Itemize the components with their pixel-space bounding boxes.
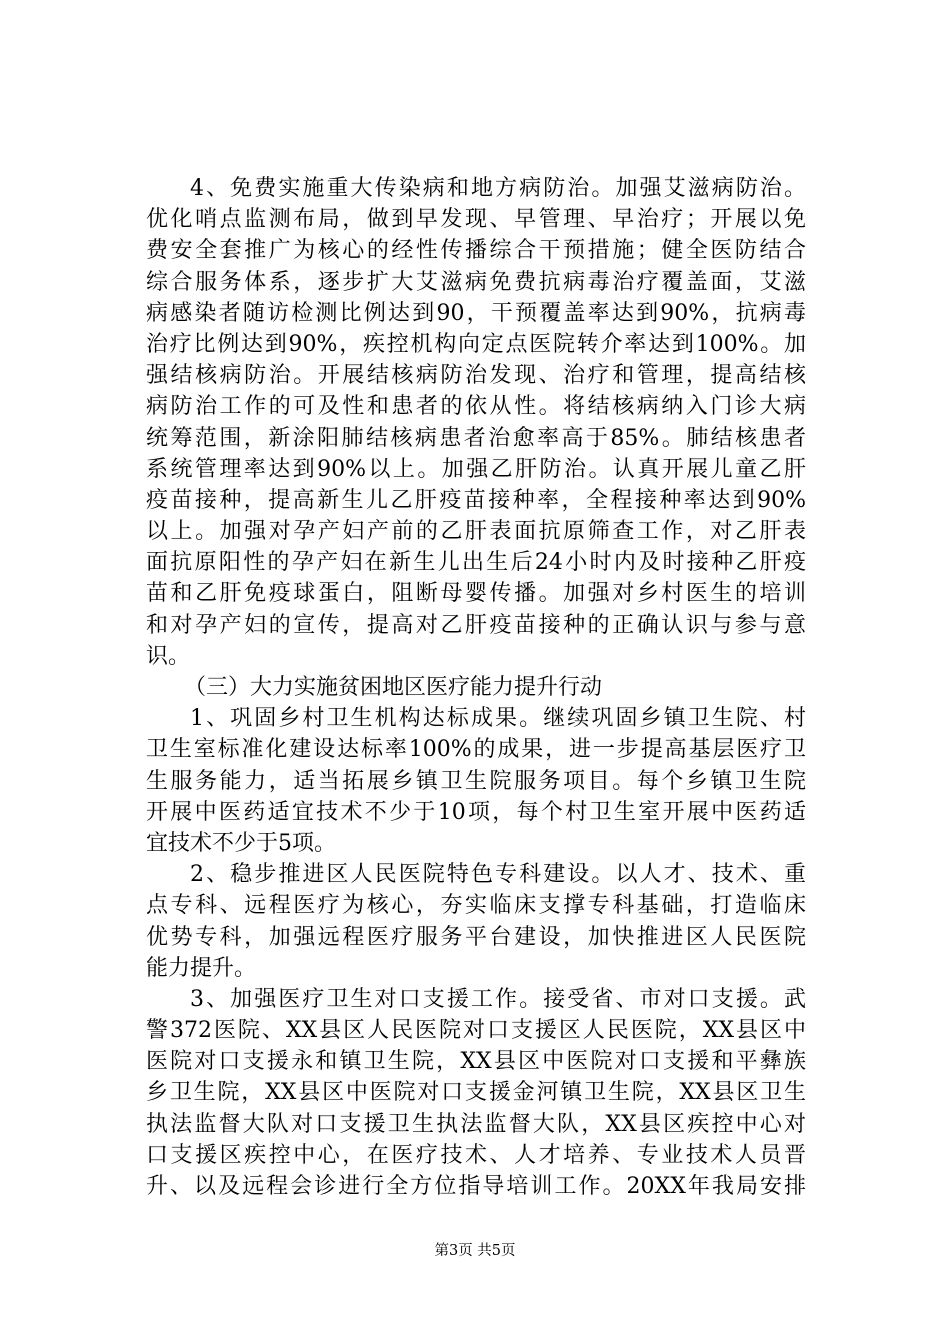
text-line: 卫生室标准化建设达标率100%的成果，进一步提高基层医疗卫 [146, 737, 806, 763]
text-line: 开展中医药适宜技术不少于10项，每个村卫生室开展中医药适 [146, 799, 806, 825]
text-line: 综合服务体系，逐步扩大艾滋病免费抗病毒治疗覆盖面，艾滋 [146, 269, 806, 295]
text-line: 识。 [146, 643, 191, 669]
paragraph [146, 984, 806, 1202]
paragraph [146, 703, 806, 859]
text-line: 费安全套推广为核心的经性传播综合干预措施；健全医防结合 [146, 238, 806, 264]
text-line: 医院对口支援永和镇卫生院，XX县区中医院对口支援和平彝族 [146, 1049, 806, 1075]
text-line: 和对孕产妇的宣传，提高对乙肝疫苗接种的正确认识与参与意 [146, 612, 806, 638]
body-text [146, 173, 806, 1202]
text-line: 病感染者随访检测比例达到90，干预覆盖率达到90%，抗病毒 [146, 300, 806, 326]
paragraph [146, 173, 806, 672]
text-line: 能力提升。 [146, 955, 257, 981]
text-line: 面抗原阳性的孕产妇在新生儿出生后24小时内及时接种乙肝疫 [146, 550, 806, 576]
text-line: 统筹范围，新涂阳肺结核病患者治愈率高于85%。肺结核患者 [146, 425, 806, 451]
paragraph [146, 859, 806, 984]
section-heading [146, 672, 806, 703]
text-line: 乡卫生院，XX县区中医院对口支援金河镇卫生院，XX县区卫生 [146, 1080, 806, 1106]
page-footer: 第3页 共5页 [434, 1243, 516, 1259]
text-line: 4、免费实施重大传染病和地方病防治。加强艾滋病防治。 [190, 176, 806, 201]
text-line: 口支援区疾控中心，在医疗技术、人才培养、专业技术人员晋 [146, 1142, 806, 1168]
text-line: 执法监督大队对口支援卫生执法监督大队，XX县区疾控中心对 [146, 1111, 806, 1137]
text-line: 升、以及远程会诊进行全方位指导培训工作。20XX年我局安排 [146, 1174, 806, 1199]
text-line: 强结核病防治。开展结核病防治发现、治疗和管理，提高结核 [146, 363, 806, 389]
text-line: 疫苗接种，提高新生儿乙肝疫苗接种率，全程接种率达到90% [146, 487, 806, 513]
text-line: 病防治工作的可及性和患者的依从性。将结核病纳入门诊大病 [146, 394, 806, 420]
text-line: 3、加强医疗卫生对口支援工作。接受省、市对口支援。武 [190, 986, 806, 1012]
text-line: 2、稳步推进区人民医院特色专科建设。以人才、技术、重 [190, 862, 806, 888]
text-line: 优势专科，加强远程医疗服务平台建设，加快推进区人民医院 [146, 924, 806, 950]
text-line: 治疗比例达到90%，疾控机构向定点医院转介率达到100%。加 [146, 331, 806, 357]
text-line: 1、巩固乡村卫生机构达标成果。继续巩固乡镇卫生院、村 [190, 706, 806, 732]
text-line: 点专科、远程医疗为核心，夯实临床支撑专科基础，打造临床 [146, 893, 806, 919]
text-line: 优化哨点监测布局，做到早发现、早管理、早治疗；开展以免 [146, 207, 806, 233]
text-line: 警372医院、XX县区人民医院对口支援区人民医院，XX县区中 [146, 1018, 806, 1044]
text-line: 苗和乙肝免疫球蛋白，阻断母婴传播。加强对乡村医生的培训 [146, 581, 806, 607]
text-line: （三）大力实施贫困地区医疗能力提升行动 [184, 675, 603, 700]
text-line: 以上。加强对孕产妇产前的乙肝表面抗原筛查工作，对乙肝表 [146, 519, 806, 545]
text-line: 宜技术不少于5项。 [146, 830, 336, 856]
text-line: 生服务能力，适当拓展乡镇卫生院服务项目。每个乡镇卫生院 [146, 768, 806, 794]
text-line: 系统管理率达到90%以上。加强乙肝防治。认真开展儿童乙肝 [146, 456, 806, 482]
